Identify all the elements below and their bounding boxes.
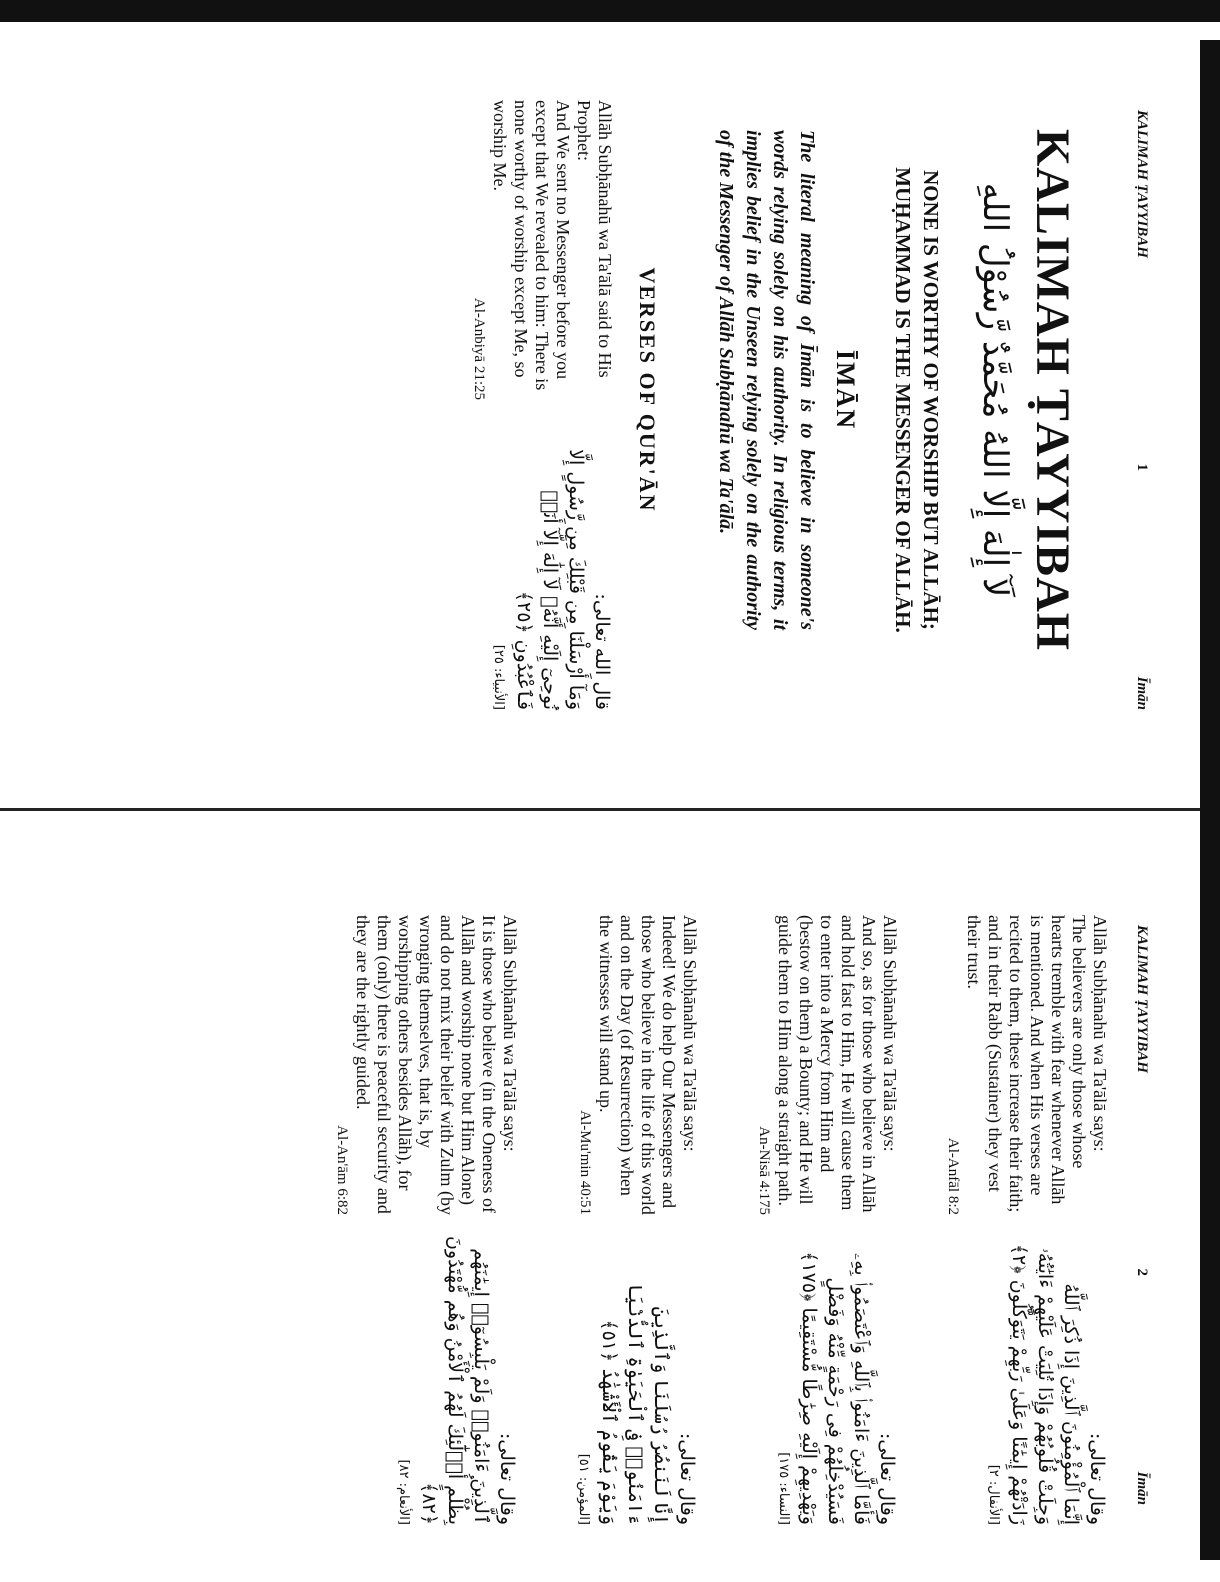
arabic-kalimah: لَآ إِلٰهَ إِلَّا اللهُ مُحَمَّدٌ رَّسُوْلُ اللهِ [975,182,1015,598]
verse-text: Indeed! We do help Our Messengers and those who believe in the life of this world and on the Day (of Resurrection) when the witnesses will stand up. [596,915,679,1215]
section-label: Īmān [1134,1471,1150,1505]
section-label: Īmān [1134,676,1150,710]
verse-reference: An-Nisā 4:175 [756,1126,772,1215]
arabic-reference: [الأنفال: ٢] [986,1464,1001,1525]
page-fold-line [0,808,1200,811]
page-2 [80,815,1200,1575]
verse-english [753,915,900,1215]
verse-reference: Al-Anfāl 8:2 [945,1137,961,1215]
arabic-reference: [الأنعام: ٨٢] [396,1459,411,1525]
running-title: KALIMAH ṬAYYIBAH [1134,110,1150,258]
arabic-reference: [الأنبياء: ٢٥] [491,644,506,710]
verse-reference: Al-Mu'min 40:51 [577,1110,593,1215]
page-1-header [1133,110,1150,710]
arabic-intro: وقال تعالى: [876,1432,898,1525]
verse-english [468,100,615,400]
page-1 [80,0,1200,780]
verse-english [331,915,520,1215]
verse-intro: Allāh Subḥānahū wa Ta'ālā says: [680,915,700,1152]
page-number: 1 [1134,463,1150,472]
iman-definition: The literal meaning of Īmān is to believe in someone's words relying solely on his authority. In religious terms, it implies belief in the Unseen relying solely on the authority of the Messenger of Allāh Subḥānahū wa Ta'ālā. [715,130,818,630]
verse-text: And so, as for those who believe in Allāh and hold fast to Him, He will cause them to enter into a Mercy from Him and (bestow on them) a Bounty; and He will guide them to Him along a straight path. [775,915,879,1213]
verse-intro: Allāh Subḥānahū wa Ta'ālā says: [1090,915,1110,1152]
verse-arabic [770,1235,900,1525]
verse-arabic [980,1235,1110,1525]
verse-english [574,915,700,1215]
arabic-intro: وقال تعالى: [496,1432,518,1525]
verse-arabic [390,1235,520,1525]
verse-intro: Allāh Subḥānahū wa Ta'ālā says: [500,915,520,1152]
arabic-verse: فَأَمَّا ٱلَّذِينَ ءَامَنُوا۟ بِٱللَّهِ وَٱعْتَصَمُوا۟ بِهِۦ فَسَيُدْخِلُهُمْ فِى رَحْمَةٍ مِّنْهُ وَفَضْلٍ وَيَهْدِيهِمْ إِلَيْهِ صِرَٰطًا مُّسْتَقِيمًا ﴿١٧٥﴾ [798,1251,872,1525]
verse-reference: Al-Anbiyā 21:25 [471,297,487,400]
arabic-reference: [المؤمن: ٥١] [576,1453,591,1525]
verses-heading: VERSES OF QUR'ĀN [635,267,660,513]
page-number: 2 [1134,1268,1150,1277]
iman-heading: ĪMĀN [831,349,860,431]
verse-reference: Al-An'ām 6:82 [334,1125,350,1215]
verse-arabic [485,420,615,710]
verse-text: And We sent no Messenger before you except that We revealed to him: There is none worthy of worship except Me, so worship Me. [490,100,573,391]
verse-text: It is those who believe (in the Oneness of Allāh and worship none but Him Alone) and do not mix their belief with Zulm (by wronging themselves, that is, by worshipping others besides Allāh), for them (only) there is peaceful security and they are the rightly guided. [353,915,499,1215]
running-title: KALIMAH ṬAYYIBAH [1134,925,1150,1073]
creed-line-2: MUḤAMMAD IS THE MESSENGER OF ALLĀH. [891,167,915,633]
verse-intro: Allāh Subḥānahū wa Ta'ālā said to His Prophet: [574,100,615,378]
arabic-verse: إِنَّا لَنَنصُرُ رُسُلَنَا وَٱلَّذِينَ ءَامَنُوا۟ فِى ٱلْحَيَوٰةِ ٱلدُّنْيَا وَيَوْمَ يَقُومُ ٱلْأَشْهَٰدُ ﴿٥١﴾ [598,1283,672,1525]
arabic-verse: إِنَّمَا ٱلْمُؤْمِنُونَ ٱلَّذِينَ إِذَا ذُكِرَ ٱللَّهُ وَجِلَتْ قُلُوبُهُمْ وَإِذَا تُلِيَتْ عَلَيْهِمْ ءَايَٰتُهُۥ زَادَتْهُمْ إِيمَٰنًا وَعَلَىٰ رَبِّهِمْ يَتَوَكَّلُونَ ﴿٢﴾ [1008,1243,1082,1525]
verse-text: The believers are only those whose hearts tremble with fear whenever Allāh is mentioned. And when His verses are recited to them, these increase their faith; and in their Rabb (Sustainer) they vest their trust. [964,915,1089,1213]
arabic-verse: وَمَآ أَرْسَلْنَا مِن قَبْلِكَ مِن رَّسُولٍ إِلَّا نُوحِىٓ إِلَيْهِ أَنَّهُۥ لَآ إِلَٰهَ إِلَّآ أَنَا۠ فَٱعْبُدُونِ ﴿٢٥﴾ [513,449,587,710]
verse-arabic [570,1235,700,1525]
arabic-verse: ٱلَّذِينَ ءَامَنُوا۟ وَلَمْ يَلْبِسُوٓا۟ إِيمَٰنَهُم بِظُلْمٍ أُو۟لَٰٓئِكَ لَهُمُ ٱلْأَمْنُ وَهُم مُّهْتَدُونَ ﴿٨٢﴾ [418,1235,492,1525]
creed-line-1: NONE IS WORTHY OF WORSHIP BUT ALLĀH; [919,170,943,630]
creed-translation [889,50,945,750]
page-title: KALIMAH ṬAYYIBAH [1026,128,1079,652]
verse-intro: Allāh Subḥānahū wa Ta'ālā says: [880,915,900,1152]
page-2-header [1133,925,1150,1505]
verse-english [942,915,1110,1215]
arabic-intro: وقال تعالى: [676,1432,698,1525]
arabic-intro: قال الله تعالى: [591,593,613,710]
arabic-reference: [النساء: ١٧٥] [776,1452,791,1525]
scan-right-border [1200,40,1220,1560]
arabic-intro: وقال تعالى: [1086,1432,1108,1525]
